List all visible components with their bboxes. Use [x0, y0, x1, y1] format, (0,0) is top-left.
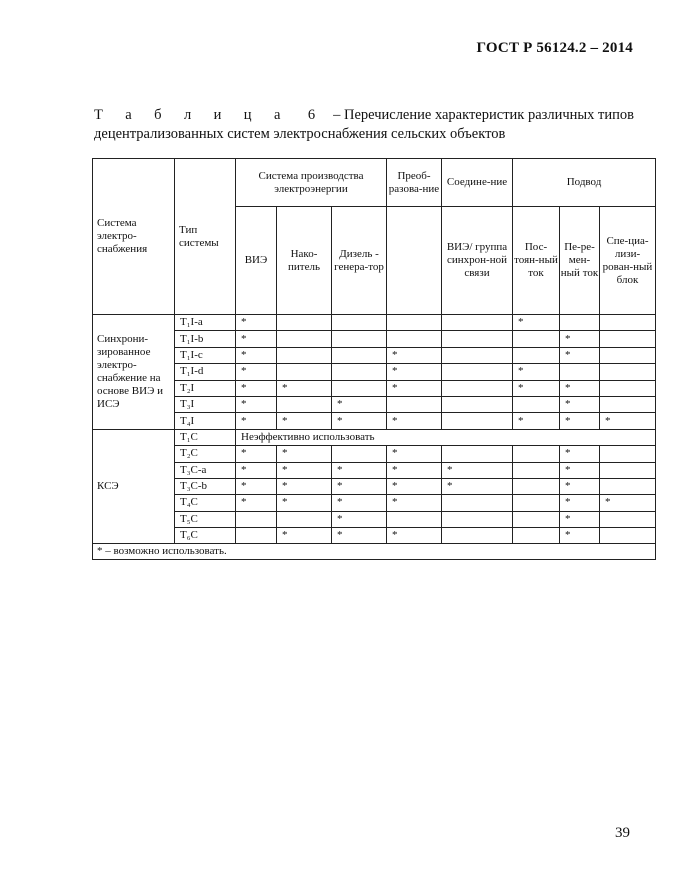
value-cell: *: [332, 462, 387, 478]
type-cell: T₄I: [175, 413, 236, 429]
value-cell: *: [442, 478, 513, 494]
value-cell: [387, 315, 442, 331]
value-cell: *: [442, 462, 513, 478]
value-cell: *: [560, 528, 600, 544]
value-cell: [513, 478, 560, 494]
header-production-group: Система производства электроэнергии: [236, 159, 387, 207]
value-cell: *: [236, 478, 277, 494]
value-cell: [513, 462, 560, 478]
table-row: [93, 396, 656, 412]
value-cell: [332, 331, 387, 347]
value-cell: [442, 413, 513, 429]
type-cell: T₆C: [175, 528, 236, 544]
table-row: [93, 347, 656, 363]
value-cell: *: [513, 364, 560, 380]
value-cell: *: [387, 380, 442, 396]
value-cell: *: [560, 462, 600, 478]
value-cell: *: [332, 413, 387, 429]
value-cell: [560, 315, 600, 331]
value-cell: [236, 511, 277, 527]
header-connection: Соедине-ние: [442, 159, 513, 207]
caption-number: 6: [307, 107, 316, 123]
value-cell: [600, 347, 656, 363]
value-cell: *: [236, 364, 277, 380]
value-cell: *: [387, 347, 442, 363]
header-conversion-empty: [387, 207, 442, 315]
value-cell: *: [236, 315, 277, 331]
value-cell: [332, 315, 387, 331]
type-cell: T₁I-b: [175, 331, 236, 347]
value-cell: [513, 528, 560, 544]
value-cell: [236, 528, 277, 544]
value-cell: *: [560, 396, 600, 412]
value-cell: *: [277, 528, 332, 544]
type-cell: T₂I: [175, 380, 236, 396]
value-cell: *: [560, 413, 600, 429]
value-cell: [442, 446, 513, 462]
value-cell: *: [332, 528, 387, 544]
table-row: [93, 495, 656, 511]
standard-designation: ГОСТ Р 56124.2 – 2014: [476, 40, 633, 56]
table-row: [93, 478, 656, 494]
value-cell: [387, 331, 442, 347]
table-row: [93, 528, 656, 544]
page-number: 39: [615, 825, 630, 841]
type-cell: T₁I-d: [175, 364, 236, 380]
value-cell: *: [236, 396, 277, 412]
type-cell: T₃I: [175, 396, 236, 412]
table-row: [93, 446, 656, 462]
caption-label: Т а б л и ц а: [94, 107, 290, 123]
value-cell: [513, 331, 560, 347]
value-cell: [442, 380, 513, 396]
value-cell: *: [387, 528, 442, 544]
footnote-row: [93, 544, 656, 560]
header-conversion: Преоб-разова-ние: [387, 159, 442, 207]
value-cell: [442, 331, 513, 347]
value-cell: *: [560, 331, 600, 347]
type-cell: T₂C: [175, 446, 236, 462]
type-cell: T₁I-c: [175, 347, 236, 363]
header-type: Тип системы: [175, 159, 236, 315]
header-ac: Пе-ре-мен-ный ток: [560, 207, 600, 315]
table-row: [93, 380, 656, 396]
value-cell: [332, 364, 387, 380]
value-cell: *: [387, 462, 442, 478]
value-cell: [277, 511, 332, 527]
value-cell: *: [560, 347, 600, 363]
value-cell: *: [387, 446, 442, 462]
value-cell: *: [277, 495, 332, 511]
type-cell: T₅C: [175, 511, 236, 527]
value-cell: *: [560, 495, 600, 511]
value-cell: *: [236, 446, 277, 462]
value-cell: [600, 462, 656, 478]
footnote: * – возможно использовать.: [93, 544, 656, 560]
table-row: [93, 462, 656, 478]
value-cell: *: [513, 413, 560, 429]
header-diesel: Дизель - генера-тор: [332, 207, 387, 315]
value-cell: *: [277, 380, 332, 396]
value-cell: *: [513, 380, 560, 396]
value-cell: *: [277, 446, 332, 462]
header-system: Система электро-снабжения: [93, 159, 175, 315]
value-cell: [277, 396, 332, 412]
header-dc: Пос-тоян-ный ток: [513, 207, 560, 315]
value-cell: *: [277, 462, 332, 478]
table-row: [93, 413, 656, 429]
value-cell: [600, 446, 656, 462]
value-cell: *: [236, 380, 277, 396]
value-cell: *: [277, 478, 332, 494]
table-row: [93, 364, 656, 380]
value-cell: *: [236, 347, 277, 363]
value-cell: [513, 347, 560, 363]
value-cell: *: [560, 511, 600, 527]
value-cell: [442, 495, 513, 511]
group-label: Синхрони-зированное электро-снабжение на основе ВИЭ и ИСЭ: [93, 315, 175, 430]
header-vie-group: ВИЭ/ группа синхрон-ной связи: [442, 207, 513, 315]
value-cell: [513, 396, 560, 412]
value-cell: [513, 446, 560, 462]
characteristics-table: [92, 158, 656, 560]
value-cell: *: [560, 478, 600, 494]
header-supply: Подвод: [513, 159, 656, 207]
value-cell: *: [600, 495, 656, 511]
type-cell: T₃C-a: [175, 462, 236, 478]
table-row: [93, 331, 656, 347]
value-cell: [600, 478, 656, 494]
value-cell: [513, 511, 560, 527]
value-cell: [442, 396, 513, 412]
table-caption: [94, 106, 634, 144]
value-cell: [277, 331, 332, 347]
type-cell: T₄C: [175, 495, 236, 511]
type-cell: T₃C-b: [175, 478, 236, 494]
value-cell: [600, 331, 656, 347]
type-cell: T₁I-a: [175, 315, 236, 331]
value-cell: [387, 396, 442, 412]
value-cell: *: [332, 396, 387, 412]
value-cell: [513, 495, 560, 511]
value-cell: *: [236, 495, 277, 511]
value-cell: *: [332, 511, 387, 527]
value-cell: [332, 446, 387, 462]
value-cell: *: [560, 446, 600, 462]
caption-title-line1: – Перечисление характеристик различных типов: [333, 107, 634, 123]
table-row: [93, 315, 656, 331]
value-cell: [442, 528, 513, 544]
type-cell: T₁C: [175, 429, 236, 445]
value-cell: *: [560, 380, 600, 396]
value-cell: *: [513, 315, 560, 331]
header-storage: Нако-питель: [277, 207, 332, 315]
value-cell: *: [600, 413, 656, 429]
group-label: КСЭ: [93, 429, 175, 544]
value-cell: [442, 364, 513, 380]
header-special-unit: Спе-циа-лизи-рован-ный блок: [600, 207, 656, 315]
value-cell: *: [332, 495, 387, 511]
value-cell: [600, 396, 656, 412]
value-cell: *: [277, 413, 332, 429]
value-cell: [560, 364, 600, 380]
caption-title-line2: децентрализованных систем электроснабжения сельских объектов: [94, 126, 506, 142]
value-cell: *: [236, 331, 277, 347]
value-cell: [442, 511, 513, 527]
value-cell: *: [387, 364, 442, 380]
value-cell: *: [387, 495, 442, 511]
value-cell: [277, 364, 332, 380]
value-cell: [600, 380, 656, 396]
value-cell: [600, 528, 656, 544]
value-cell: [332, 347, 387, 363]
value-cell: [600, 511, 656, 527]
value-cell: *: [236, 413, 277, 429]
value-cell: [277, 347, 332, 363]
value-cell: *: [387, 478, 442, 494]
value-cell: *: [236, 462, 277, 478]
not-effective-note: Неэффективно использовать: [236, 429, 656, 445]
table-row: [93, 511, 656, 527]
value-cell: [442, 315, 513, 331]
value-cell: *: [332, 478, 387, 494]
value-cell: [442, 347, 513, 363]
value-cell: [277, 315, 332, 331]
value-cell: *: [387, 413, 442, 429]
value-cell: [387, 511, 442, 527]
value-cell: [332, 380, 387, 396]
header-vie: ВИЭ: [236, 207, 277, 315]
value-cell: [600, 315, 656, 331]
table-row: [93, 429, 656, 445]
value-cell: [600, 364, 656, 380]
